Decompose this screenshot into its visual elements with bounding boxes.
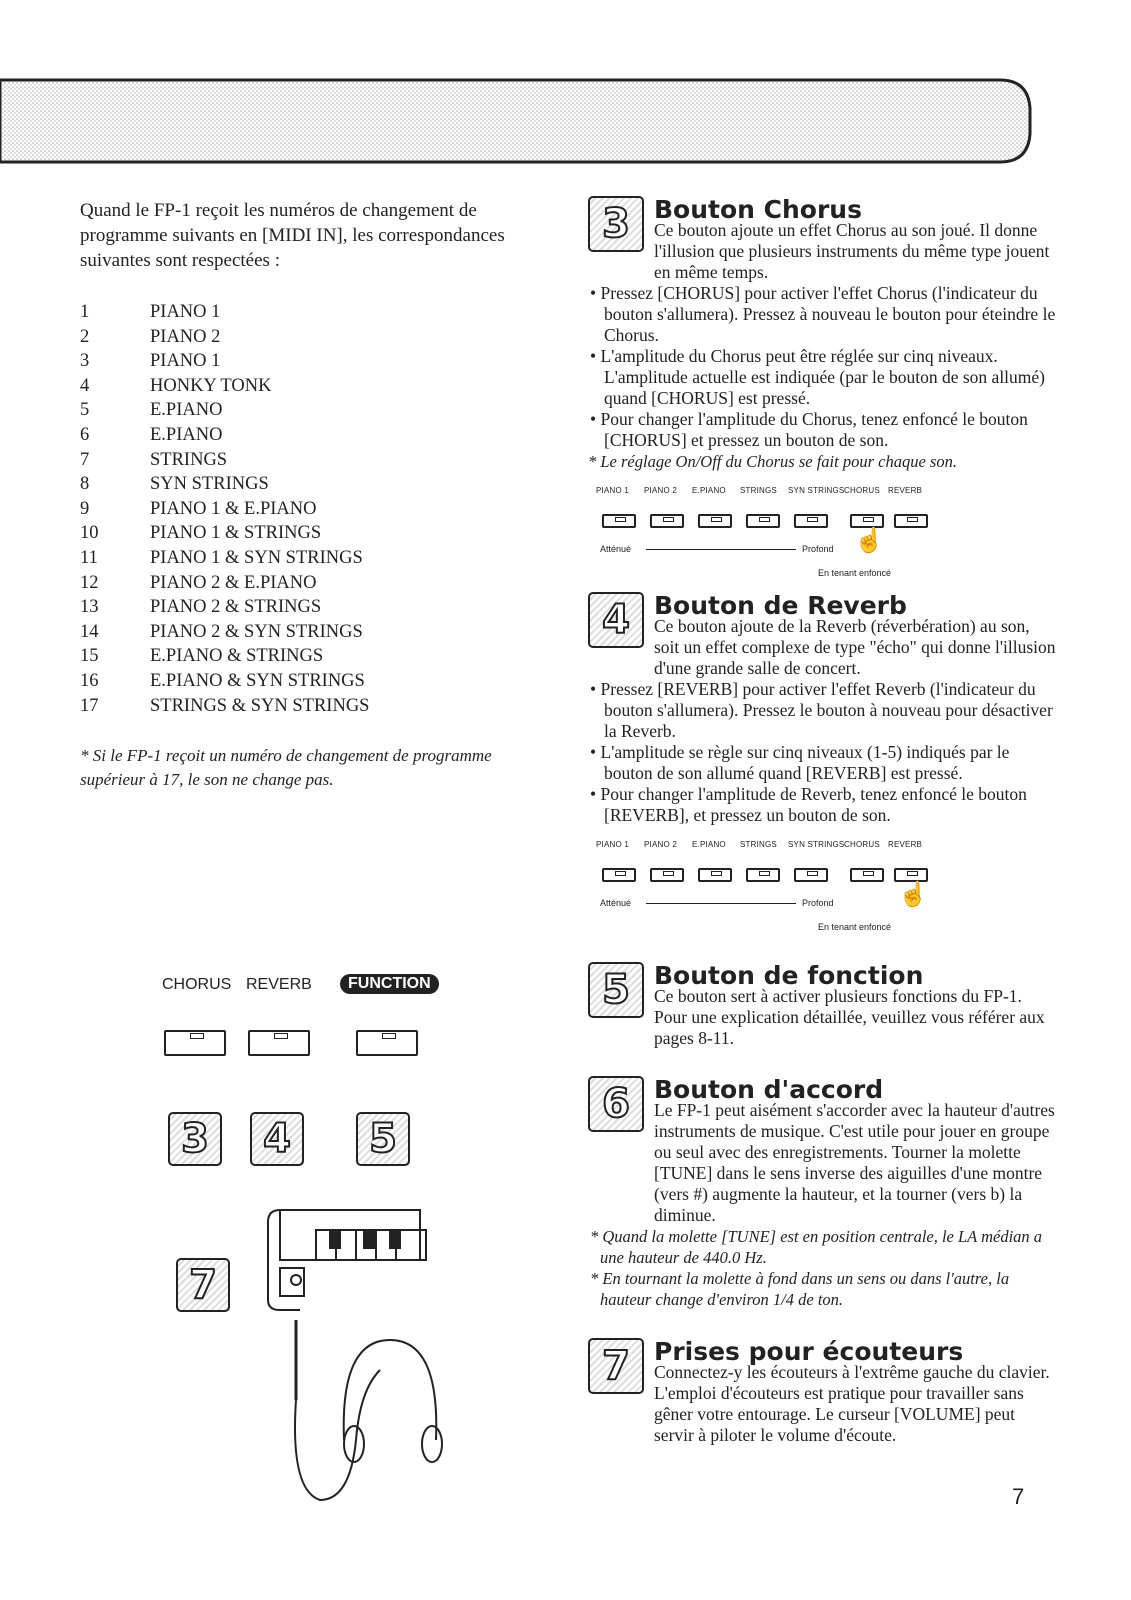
program-number: 11	[80, 547, 98, 568]
reverb-button-diagram	[588, 826, 1058, 946]
section-reverb	[588, 592, 1058, 946]
section-title: Bouton d'accord	[654, 1075, 884, 1104]
label-5: 5	[356, 1112, 410, 1166]
section-text: Connectez-y les écouteurs à l'extrême gauche du clavier. L'emploi d'écouteurs est pratique pour travailler sans gêner votre entourage. Le curseur [VOLUME] peut servir à piloter le volume d'écoute.	[654, 1362, 1050, 1445]
program-row	[80, 448, 369, 473]
section-text: Ce bouton ajoute de la Reverb (réverbération) au son, soit un effet complexe de type "écho" qui donne l'illusion d'une grande salle de concert.	[654, 616, 1056, 678]
section-title: Prises pour écouteurs	[654, 1337, 964, 1366]
program-row	[80, 398, 369, 423]
section-number-4: 4	[588, 592, 644, 648]
diagram-label: SYN STRINGS	[788, 840, 845, 849]
chorus-button	[164, 1030, 226, 1056]
hold-label: En tenant enfoncé	[818, 922, 892, 932]
chorus-caption: CHORUS	[162, 976, 232, 993]
min-label: Atténué	[600, 544, 632, 554]
program-number: 8	[80, 474, 90, 495]
program-note: * Si le FP-1 reçoit un numéro de changement de programme supérieur à 17, le son ne change pas.	[80, 746, 492, 789]
intensity-arrow	[646, 903, 796, 904]
section-title: Bouton de Reverb	[654, 591, 907, 620]
program-name: PIANO 2	[150, 326, 221, 347]
program-row	[80, 472, 369, 497]
note: * Quand la molette [TUNE] est en position centrale, le LA médian a une hauteur de 440.0 Hz.	[590, 1227, 1043, 1267]
max-label: Profond	[802, 544, 834, 554]
program-name: E.PIANO	[150, 424, 223, 445]
program-row	[80, 300, 369, 325]
hand-icon: ☝	[854, 527, 884, 554]
program-list	[80, 300, 369, 718]
program-number: 9	[80, 498, 90, 519]
program-number: 1	[80, 302, 90, 322]
program-name: PIANO 2 & E.PIANO	[150, 572, 317, 593]
reverb-button	[248, 1030, 310, 1056]
diagram-label: SYN STRINGS	[788, 486, 845, 495]
program-row	[80, 644, 369, 669]
program-number: 3	[80, 351, 90, 372]
diagram-label: CHORUS	[844, 840, 880, 849]
diagram-label: PIANO 1	[596, 486, 629, 495]
label-4: 4	[250, 1112, 304, 1166]
diagram-button	[746, 514, 780, 528]
intro-paragraph: Quand le FP-1 reçoit les numéros de changement de programme suivants en [MIDI IN], les correspondances suivantes sont respectées :	[80, 200, 505, 271]
section-title: Bouton de fonction	[654, 961, 924, 990]
bullet: • Pour changer l'amplitude du Chorus, tenez enfoncé le bouton [CHORUS] et pressez un bouton de son.	[590, 409, 1028, 450]
program-number: 13	[80, 597, 99, 618]
label-3: 3	[168, 1112, 222, 1166]
diagram-button	[650, 514, 684, 528]
intensity-arrow	[646, 549, 796, 550]
diagram-label: PIANO 2	[644, 840, 677, 849]
program-row	[80, 546, 369, 571]
diagram-label: PIANO 1	[596, 840, 629, 849]
diagram-label: PIANO 2	[644, 486, 677, 495]
diagram-label: REVERB	[888, 840, 923, 849]
hold-label: En tenant enfoncé	[818, 568, 892, 578]
diagram-button	[602, 868, 636, 882]
program-name: E.PIANO & SYN STRINGS	[150, 670, 365, 691]
section-accord	[588, 1076, 1058, 1310]
program-name: HONKY TONK	[150, 375, 272, 396]
program-number: 5	[80, 400, 90, 421]
section-number-6: 6	[588, 1076, 644, 1132]
program-row	[80, 349, 369, 374]
note: * Le réglage On/Off du Chorus se fait pour chaque son.	[588, 452, 957, 471]
program-name: PIANO 1	[150, 351, 221, 372]
program-name: E.PIANO	[150, 400, 223, 421]
program-number: 4	[80, 375, 90, 396]
section-text: Ce bouton ajoute un effet Chorus au son joué. Il donne l'illusion que plusieurs instruments du même type jouent en même temps.	[654, 220, 1050, 282]
section-number-3: 3	[588, 196, 644, 252]
section-chorus	[588, 196, 1058, 592]
hand-icon: ☝	[898, 881, 928, 908]
diagram-button	[746, 868, 780, 882]
panel-illustration	[150, 970, 570, 1570]
program-row	[80, 497, 369, 522]
program-number: 12	[80, 572, 99, 593]
diagram-button	[650, 868, 684, 882]
program-name: PIANO 2 & SYN STRINGS	[150, 621, 363, 642]
note: * En tournant la molette à fond dans un sens ou dans l'autre, la hauteur change d'environ 1/4 de ton.	[590, 1269, 1010, 1309]
program-row	[80, 694, 369, 719]
min-label: Atténué	[600, 898, 632, 908]
bullet: • Pressez [REVERB] pour activer l'effet Reverb (l'indicateur du bouton s'allumera). Pressez le bouton à nouveau pour désactiver la Reverb.	[590, 679, 1053, 741]
program-row	[80, 374, 369, 399]
program-row	[80, 423, 369, 448]
program-name: STRINGS	[150, 449, 228, 470]
program-row	[80, 325, 369, 350]
bullet: • L'amplitude du Chorus peut être réglée sur cinq niveaux. L'amplitude actuelle est indiquée (par le bouton de son allumé) quand [CHORUS] est pressé.	[590, 346, 1045, 408]
section-title: Bouton Chorus	[654, 195, 862, 224]
program-number: 10	[80, 523, 99, 544]
diagram-button	[698, 868, 732, 882]
function-button	[356, 1030, 418, 1056]
program-number: 14	[80, 621, 99, 642]
section-ecouteurs	[588, 1338, 1058, 1446]
program-number: 6	[80, 424, 90, 445]
headphones-illustration	[260, 1200, 560, 1560]
diagram-button	[850, 868, 884, 882]
bullet: • L'amplitude se règle sur cinq niveaux (1-5) indiqués par le bouton de son allumé quand [REVERB] est pressé.	[590, 742, 1010, 783]
function-caption: FUNCTION	[340, 974, 439, 994]
diagram-label: STRINGS	[740, 486, 777, 495]
page-number: 7	[1012, 1484, 1025, 1509]
diagram-button	[698, 514, 732, 528]
program-number: 16	[80, 670, 99, 691]
diagram-button	[794, 868, 828, 882]
program-number: 15	[80, 646, 99, 667]
section-fonction	[588, 962, 1058, 1049]
program-name: E.PIANO & STRINGS	[150, 646, 324, 667]
program-row	[80, 669, 369, 694]
program-name: PIANO 1 & SYN STRINGS	[150, 547, 363, 568]
section-number-5: 5	[588, 962, 644, 1018]
section-text: Le FP-1 peut aisément s'accorder avec la hauteur d'autres instruments de musique. C'est utile pour jouer en groupe ou seul avec des enregistrements. Tourner la molette [TUNE] dans le sens inverse des aiguilles d'une montre (vers #) augmente la hauteur, et la tourner (vers b) la diminue.	[654, 1100, 1055, 1225]
diagram-button	[894, 514, 928, 528]
max-label: Profond	[802, 898, 834, 908]
program-name: SYN STRINGS	[150, 474, 269, 495]
program-number: 17	[80, 695, 99, 716]
diagram-label: CHORUS	[844, 486, 880, 495]
program-row	[80, 620, 369, 645]
program-row	[80, 521, 369, 546]
program-name: STRINGS & SYN STRINGS	[150, 695, 370, 716]
diagram-label: E.PIANO	[692, 840, 726, 849]
program-name: PIANO 2 & STRINGS	[150, 597, 322, 618]
reverb-caption: REVERB	[246, 976, 312, 993]
chorus-button-diagram	[588, 472, 1058, 592]
diagram-button	[602, 514, 636, 528]
section-text: Ce bouton sert à activer plusieurs fonctions du FP-1. Pour une explication détaillée, veuillez vous référer aux pages 8-11.	[654, 986, 1045, 1048]
section-number-7: 7	[588, 1338, 644, 1394]
program-name: PIANO 1 & STRINGS	[150, 523, 322, 544]
bullet: • Pressez [CHORUS] pour activer l'effet Chorus (l'indicateur du bouton s'allumera). Pressez à nouveau le bouton pour éteindre le Chorus.	[590, 283, 1056, 345]
program-row	[80, 595, 369, 620]
diagram-label: E.PIANO	[692, 486, 726, 495]
bullet: • Pour changer l'amplitude de Reverb, tenez enfoncé le bouton [REVERB], et pressez un bouton de son.	[590, 784, 1027, 825]
program-row	[80, 571, 369, 596]
program-number: 2	[80, 326, 90, 347]
label-7: 7	[176, 1258, 230, 1312]
diagram-button	[794, 514, 828, 528]
program-number: 7	[80, 449, 90, 470]
header-banner	[0, 78, 1070, 164]
program-name: PIANO 1	[150, 302, 221, 322]
diagram-label: STRINGS	[740, 840, 777, 849]
program-name: PIANO 1 & E.PIANO	[150, 498, 317, 519]
diagram-label: REVERB	[888, 486, 923, 495]
